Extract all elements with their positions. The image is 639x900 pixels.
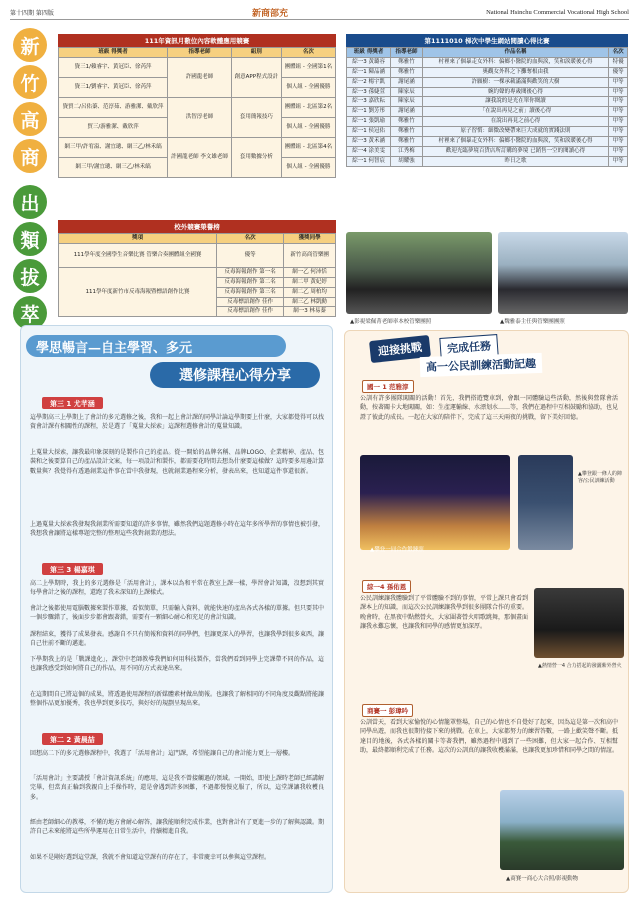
cell: 綜一2 楊宇凱 — [347, 77, 391, 87]
side-char: 類 — [13, 222, 47, 256]
caption: ▲影視梁佩菁老師率本校管樂團照 — [350, 319, 432, 325]
caption: ▲熱情營一4 合力搭起的潑灑紫外營火 — [538, 663, 622, 669]
essay-label: 商賽一 彭瑋吟 — [362, 704, 413, 717]
cell: 鄭雅竹 — [391, 67, 423, 77]
paragraph: 公民訓練讓我體驗到了平常體驗不到的事情，平常上課只會看到課本上的知識，而這次公民訓練讓我學到很多團隊合作的重要。晚會時，在黑夜中點燃營火，大家圍著營火唱歌跳舞，那個畫面讓我永難忘懷，也讓我和同學的感情更加深厚。 — [360, 595, 529, 630]
cell: 歡迎光臨夢境百貨店所訂購的夢境 已銷售一空的閱讀心得 — [422, 146, 608, 156]
cell: 甲等 — [609, 97, 628, 107]
page-header — [10, 6, 629, 20]
feature-tag: 完成任務 — [439, 334, 498, 360]
col-header: 名次 — [609, 48, 628, 58]
cell: 優等 — [217, 243, 284, 267]
table-external-awards — [58, 220, 336, 317]
table-title: 校外競賽榮譽榜 — [58, 220, 336, 233]
cell: 綜一3 黃禾涵 — [347, 136, 391, 146]
cell: 反毒海報創作 第二名 — [217, 277, 284, 287]
cell: 團體組 - 北區第2名 — [281, 97, 335, 117]
cell: 綜一3 嘉欣耘 — [347, 97, 391, 107]
side-char: 萃 — [13, 296, 47, 330]
cell: 網二甲 黃妃婷 — [284, 277, 336, 287]
cell: 綜一4 涂美雯 — [347, 146, 391, 156]
cell: 新竹高商管樂團 — [284, 243, 336, 267]
cell: 資三1/劉睿宇、黃冠臣、徐芮萍 — [59, 77, 168, 97]
paragraph: 上過蒐量大採索我發現我創業所需要知道的許多事情，雖然我們這題選修小時在這年多所學習的事情也被引發，我想我會讓將這樣專題完整的整理這些我對創業的想法。 — [30, 521, 325, 538]
cell: 反毒海報創作 第一名 — [217, 267, 284, 277]
col-header: 組別 — [231, 48, 281, 58]
cell: 網一乙 何沛恬 — [284, 267, 336, 277]
cell: 在說出再見之前心得 — [422, 117, 608, 127]
col-header: 獎項 — [59, 234, 217, 244]
cell: 村裡來了個暴走女外科：偏鄉小醫院的血與淚，笑和淚暖後心得 — [422, 136, 608, 146]
cell: 昨日之歌 — [422, 156, 608, 166]
paragraph: 在這期間自己將這個的成果，將透過使用課程的新媒體素材做出簡報。也讓我了解相同的不同角度及觀點將能讓整個作品更加優秀，我也學到更多技巧，與好好的規劃呈現出來。 — [30, 691, 325, 708]
col-header: 名次 — [217, 234, 284, 244]
event-photo-4 — [500, 790, 624, 870]
cell: 許願樹：一棵承載滿滿與歡笑的大樹 — [422, 77, 608, 87]
event-photo-3 — [534, 588, 624, 658]
cell: 資三1/賴睿宇、黃冠臣、徐芮萍 — [59, 57, 168, 77]
event-photo-1 — [360, 455, 510, 550]
cell: 許國龍老師 — [168, 57, 232, 97]
brand-logo: 新商部充 — [251, 9, 288, 19]
caption: ▲魏雅泰主任與管樂團團照 — [500, 319, 565, 325]
paragraph: 「活用會計」主要講授「會計資訊系統」的應用，這是我不曾接觸過的領域。一開始，即使上課時老師已經講解完畢，但當真正輪到我親自上手操作時，還是會遇到許多困難，不過都慢慢克服了，所以，這堂課讓我收穫良多。 — [30, 775, 325, 801]
cell: 綜一1 侯冠佑 — [347, 127, 391, 137]
col-header: 作品名稱 — [422, 48, 608, 58]
paragraph: 公訓當天，看到大家愉悅的心情籠罩整場，自己的心情也不自覺好了起來，因為這是第一次和高中同學出遊，而我也很期待接下來的挑戰。在車上，大家都努力的練習答數，一路上歡笑聲不斷。抵達目的地後，各式各樣的關卡等著我們，雖然過程中遇到了一些困難，但大家一起合作、互相幫助，最終都順利完成了任務。這次的公訓真的讓我收穫滿滿，也讓我更加珍惜和同學之間的情誼。 — [360, 719, 619, 754]
cell: 綜一3 孫婕萱 — [347, 87, 391, 97]
band-photo-1 — [346, 232, 492, 314]
feature-tag: 迎接挑戰 — [369, 335, 431, 363]
band-photo-2 — [498, 232, 628, 314]
caption: ▲商賽一商心大合照/影視動物 — [506, 876, 579, 882]
cell: 甲等 — [609, 156, 628, 166]
cell: 綜一1 何智宸 — [347, 156, 391, 166]
paragraph: 回想高二下的多元選修課程中，我選了「活用會計」這門課，希望能讓自己的會計能力更上一層樓。 — [30, 750, 295, 757]
table-title: 第1111010 梯次中學生網站閱讀心得比賽 — [346, 34, 628, 47]
cell: 甲等 — [609, 127, 628, 137]
side-char: 商 — [13, 139, 47, 173]
cell: 婉約聲的專歲閱後心得 — [422, 87, 608, 97]
cell: 甲等 — [609, 77, 628, 87]
table-title: 111年資訊月數位內容軟體應用競賽 — [58, 34, 336, 47]
cell: 甲等 — [609, 87, 628, 97]
side-char: 新 — [13, 28, 47, 62]
cell: 團體組 - 北區第4名 — [281, 137, 335, 157]
cell: 網三甲/謝宜璁、網三乙/林禾皜 — [59, 157, 168, 177]
col-header: 指導老師 — [168, 48, 232, 58]
event-photo-2 — [518, 455, 573, 550]
cell: 套用簡報技巧 — [231, 97, 281, 137]
cell: 網三乙 林凱勳 — [284, 297, 336, 307]
cell: 111學年度全國學生音樂比賽 管樂合奏團體組全國賽 — [59, 243, 217, 267]
section-header: 第二 2 黃晨喆 — [42, 733, 103, 745]
col-header: 班級 得獎者 — [347, 48, 391, 58]
cell: 反毒標語創作 佳作 — [217, 307, 284, 317]
col-header: 獲獎同學 — [284, 234, 336, 244]
cell: 個人組 - 全國優勝 — [281, 77, 335, 97]
cell: 網二乙 周柏均 — [284, 287, 336, 297]
side-title-bottom — [10, 185, 50, 330]
col-header: 指導老師 — [391, 48, 423, 58]
cell: 洪智淳老師 — [168, 97, 232, 137]
paragraph: 如果不是剛好選到這堂課，我就不會知道這堂課有的存在了，非常慶幸可以參與這堂課程。 — [30, 854, 271, 861]
cell: 原子習慣：細微改變帶來巨大成就的實踐法則 — [422, 127, 608, 137]
side-char: 高 — [13, 102, 47, 136]
feature-title: 高一公民訓練活動記趣 — [420, 353, 543, 377]
caption: ▲攀登一同合作鍛鍊照 — [370, 547, 424, 553]
side-title-top — [10, 28, 50, 173]
paragraph: 課程結束，獲得了成果發表。感謝自不只有簡報和資料的同學們，但讓更深入的學習，也讓我學到很多東西，讓自己往前不斷的邁進。 — [30, 631, 325, 648]
cell: 甲等 — [609, 117, 628, 127]
issue-label: 第十四期 第四版 — [10, 10, 54, 17]
cell: 網三甲/許宥溢、謝宜璁、網三乙/林禾皜 — [59, 137, 168, 157]
cell: 綜一1 張凱瑜 — [347, 117, 391, 127]
section-header: 第三 1 尤芊涵 — [42, 397, 103, 409]
cell: 個人組 - 全國優勝 — [281, 117, 335, 137]
cell: 反毒海報創作 第三名 — [217, 287, 284, 297]
cell: 套用數據分析 — [231, 137, 281, 177]
cell: 甲等 — [609, 146, 628, 156]
cell: 陳家辰 — [391, 97, 423, 107]
paragraph: 上蒐量大採索，讓我最印象深刻的是製作自己的產品。從一開始的品牌名稱、品牌LOGO、企業精神、產品、包裝和之後要算自己的產品設計文案，每一項設計和製作，都需要花時間去想為什麼要這樣做？這時要多用邊計算數量與？我覺得有透過創業這件事在當中我發現，也就創業過程來分析，發表出來，也知道這件事還很新。 — [30, 449, 325, 475]
cell: 優等 — [609, 67, 628, 77]
cell: 111學年度新竹市反毒海報暨標語創作比賽 — [59, 267, 217, 316]
essay-label: 綜一4 孫佑恩 — [362, 580, 411, 593]
paragraph: 公訓有許多團隊闖關的活動！首先，我們搭遊覽車到，會跟一同體驗這些活動，然後與營隊會活動，按著關卡大地闖關，如：生產運輸線、水漂划水……等，我們在過程中互相鼓勵和協助，也見證了彼此的成長。一起在大家的陪伴下，完成了這三天兩夜的挑戰，留下美好回憶。 — [360, 395, 619, 421]
side-char: 出 — [13, 185, 47, 219]
table-reading-contest — [346, 34, 628, 167]
side-char: 竹 — [13, 65, 47, 99]
cell: 資貿二/呂佑蓁、范淳茹、游雅潔、戴欣萍 — [59, 97, 168, 117]
cell: 奧觀女外科之下攤奪根由我 — [422, 67, 608, 77]
paragraph: 下學期我上的是「戰課進化」，課堂中老師教導我們如何用科技製作，當我們看到同學上完課帶不同的作品，這也讓我感受到如何將自己的作品，用不同的方式表達出來。 — [30, 656, 324, 673]
cell: 「在說出再見之前」讀後心得 — [422, 107, 608, 117]
table-data-contest — [58, 34, 336, 178]
paragraph: 會計之後都使用電腦數據來製作單據，看似簡單，只需輸入資料，就能快速的產出各式各樣的單據。但只要其中一個步驟錯了，後面步步都會跟著錯，需要有一顆細心耐心和充足的會計知識。 — [30, 605, 325, 622]
cell: 鄭雅竹 — [391, 117, 423, 127]
col-header: 名次 — [281, 48, 335, 58]
cell: 甲等 — [609, 136, 628, 146]
cell: 創意APP程式設計 — [231, 57, 281, 97]
cell: 謝尾涵 — [391, 77, 423, 87]
section-header: 第三 3 楊嘉琪 — [42, 563, 103, 575]
cell: 貿三/游雅潔、戴欣萍 — [59, 117, 168, 137]
cell: 胡耀強 — [391, 156, 423, 166]
paragraph: 經由老師細心的教導，不懂的地方會耐心解答，讓我能順利完成作業，也對會計有了更進一步的了解與認識。期許自己未來能將這些所學運用在日常生活中，持續精進自我。 — [30, 819, 325, 836]
essay-label: 國一 1 范雅淳 — [362, 380, 414, 393]
paragraph: 高二上學期時，我上的多元選修是「活用會計」，課本以為和平常在教室上課一樣，學習會計知識，沒想到其實每學會計之後的課程，還跑了我未深知的上課樣式。 — [30, 580, 324, 597]
cell: 綜一1 劉芳彤 — [347, 107, 391, 117]
cell: 鄭雅竹 — [391, 57, 423, 67]
cell: 個人組 - 全國優勝 — [281, 157, 335, 177]
cell: 讓我說的是光在單你閱讀 — [422, 97, 608, 107]
cell: 特優 — [609, 57, 628, 67]
side-char: 拔 — [13, 259, 47, 293]
cell: 網一3 林易蓁 — [284, 307, 336, 317]
paragraph: 這學期高三上學期上了會計的多元選修之後，我和一起上會計課的同學計論這學期要上什麼，大家都覺得可以找資會計課有相關性的課程，於是選了「蒐量大採索」這課程選修會計的蒐量知識。 — [30, 414, 325, 431]
caption: ▲攀登跟一條人的陣容/公民訓練活動 — [578, 471, 622, 484]
col-header: 班級 得獎者 — [59, 48, 168, 58]
cell: 村裡來了個暴走女外科：偏鄉小醫院的血與淚，笑和淚暖後心得 — [422, 57, 608, 67]
article-subtitle: 選修課程心得分享 — [150, 362, 320, 388]
cell: 甲等 — [609, 107, 628, 117]
article-banner: 學思暢言—自主學習、多元 — [26, 335, 286, 357]
cell: 江秀梅 — [391, 146, 423, 156]
cell: 許國龍老師 李文雄老師 — [168, 137, 232, 177]
cell: 鄭雅竹 — [391, 127, 423, 137]
cell: 團體組 - 全國第1名 — [281, 57, 335, 77]
cell: 鄭雅竹 — [391, 136, 423, 146]
cell: 綜一1 陳品涵 — [347, 67, 391, 77]
cell: 綜一3 黃璐容 — [347, 57, 391, 67]
cell: 陳家辰 — [391, 87, 423, 97]
school-name: National Hsinchu Commercial Vocational High School — [486, 9, 629, 16]
cell: 反毒標語創作 佳作 — [217, 297, 284, 307]
cell: 謝尾涵 — [391, 107, 423, 117]
